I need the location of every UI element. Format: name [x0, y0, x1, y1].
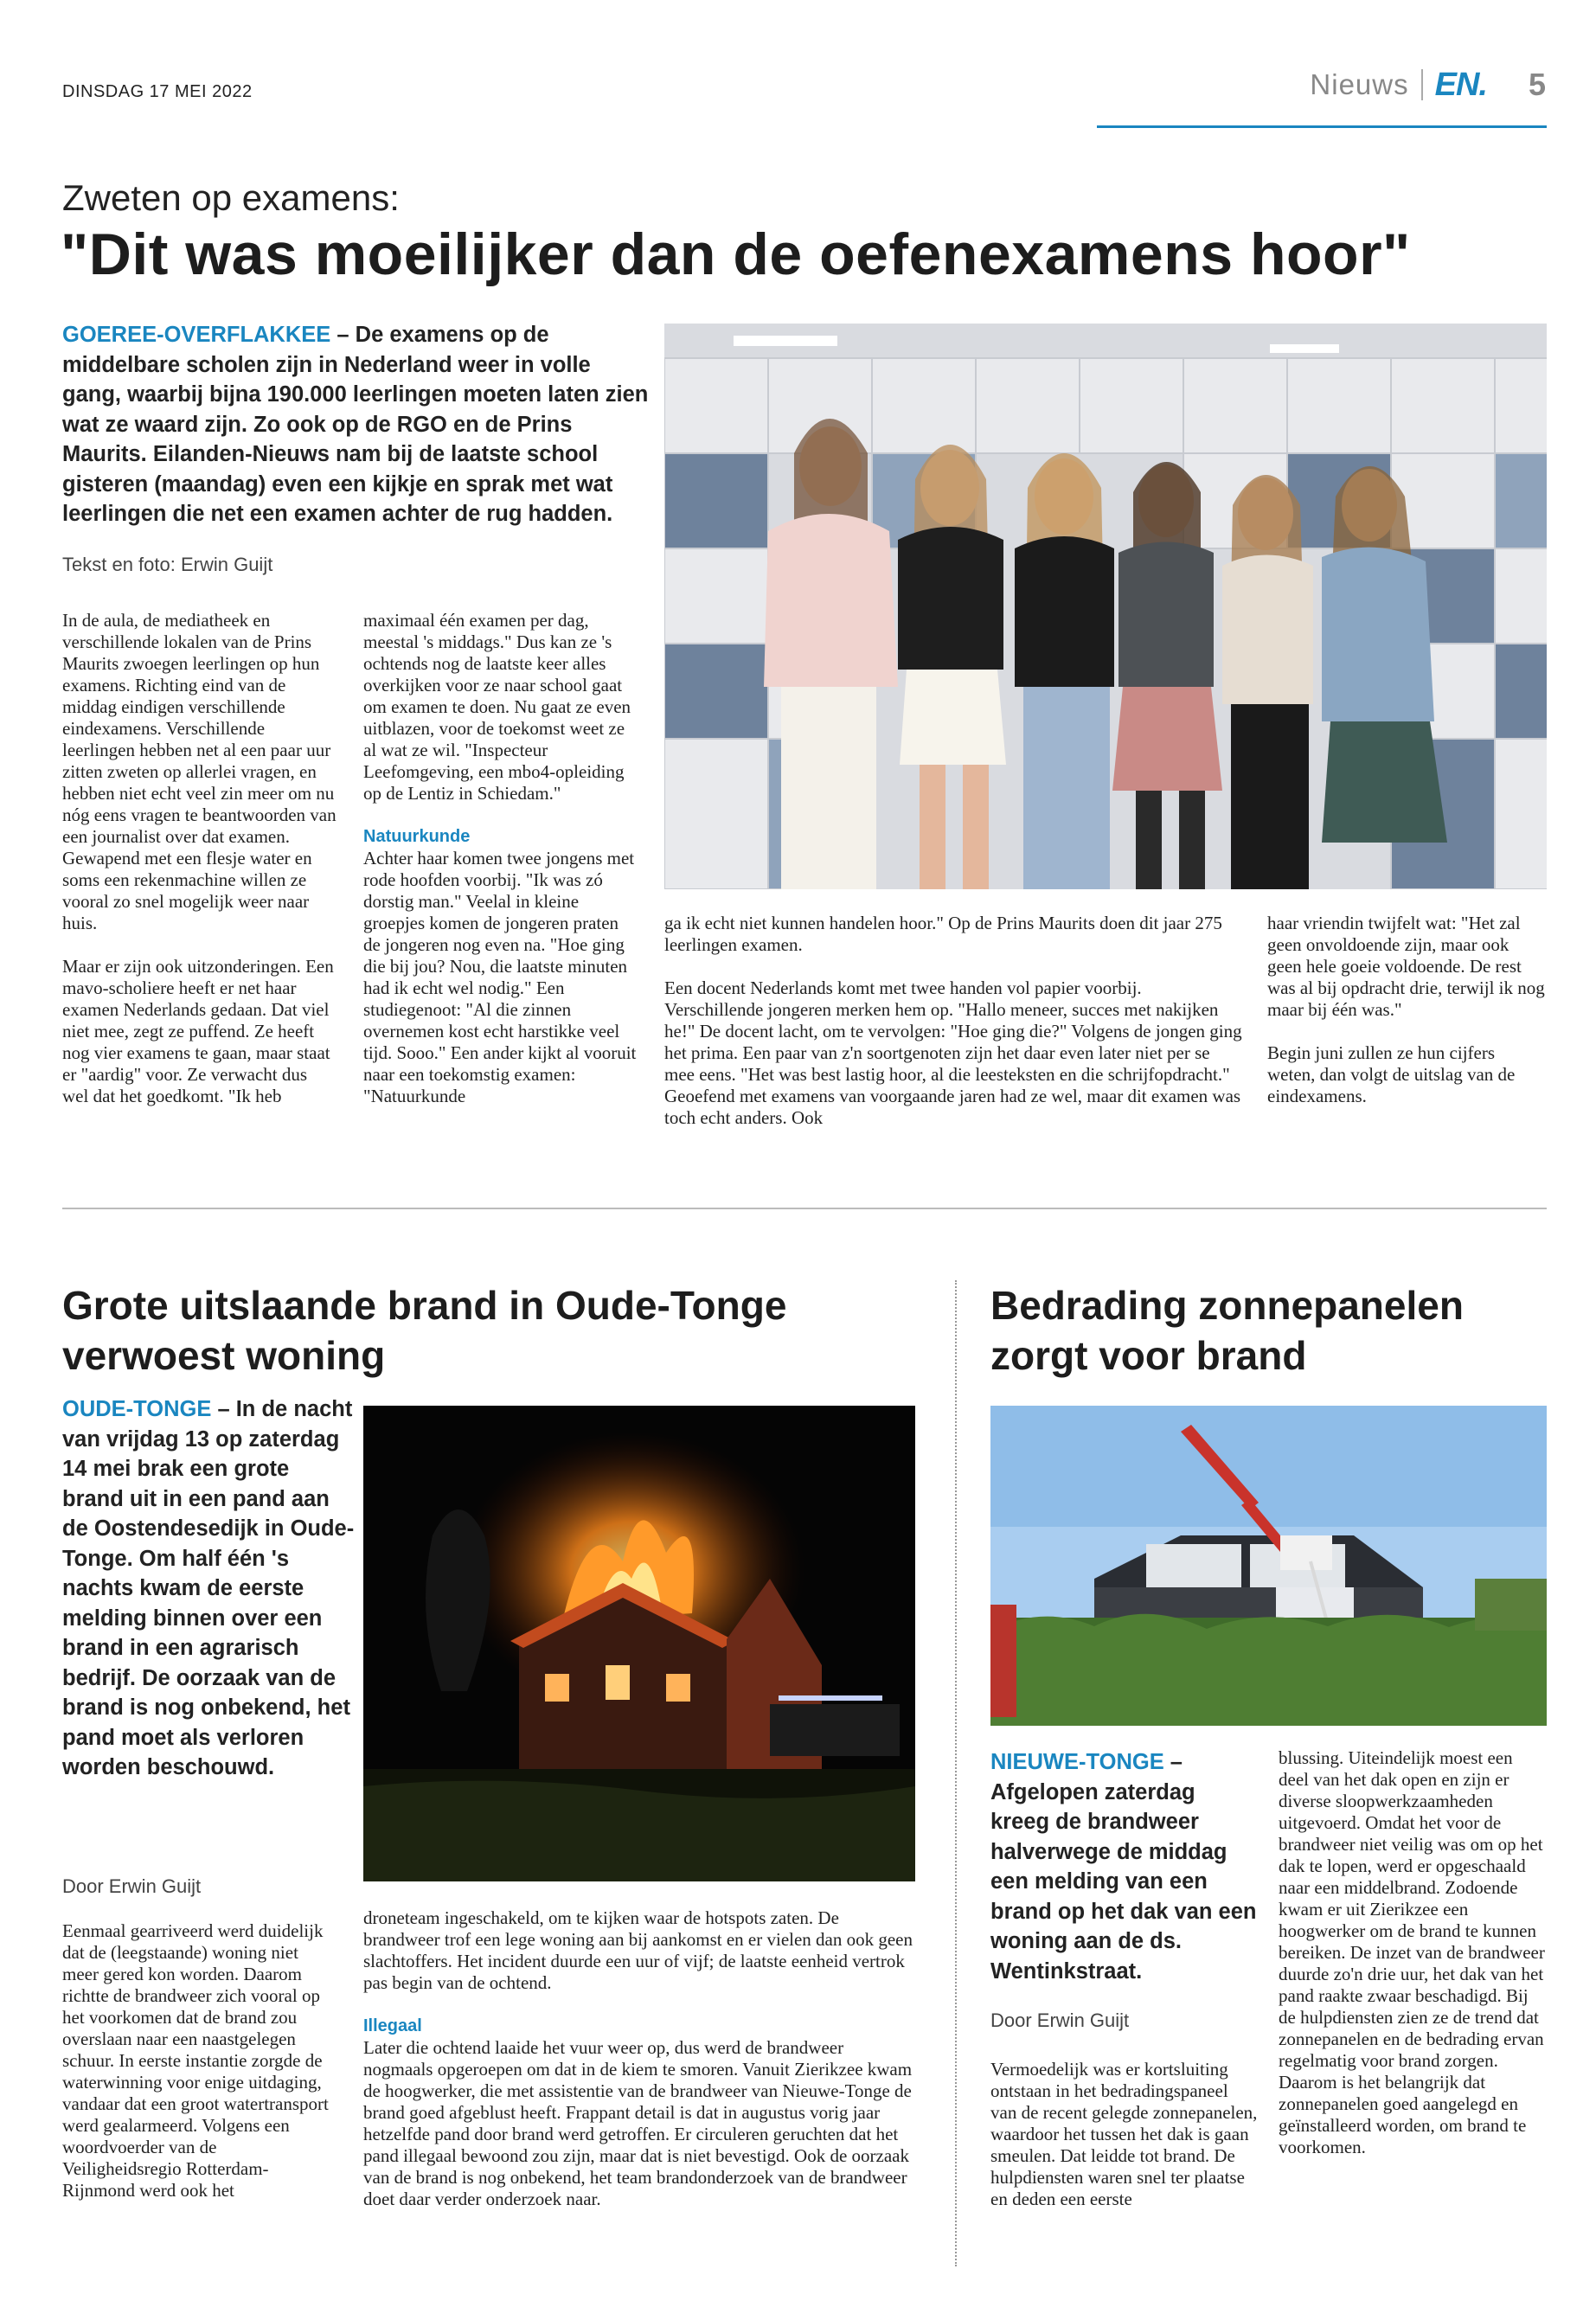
article2-place: OUDE-TONGE [62, 1397, 212, 1421]
article3-lead-text: – Afgelopen zaterdag kreeg de brandweer halverwege de middag een melding van een brand op het dak van een woning aan de ds. Wentinkstraat. [990, 1750, 1257, 1984]
column-divider [955, 1280, 957, 2266]
article1-column-2 [363, 610, 640, 1129]
subheading: Illegaal [363, 2016, 422, 2035]
article1-place: GOEREE-OVERFLAKKEE [62, 323, 331, 347]
paragraph: haar vriendin twijfelt wat: "Het zal geen onvoldoende zijn, maar ook geen hele goeie voldoende. De rest was al bij opdracht drie, terwijl ik nog maar bij één was." [1267, 913, 1545, 1020]
students-photo-icon [664, 324, 1547, 889]
section-label: Nieuws [1310, 68, 1409, 100]
article2-headline: Grote uitslaande brand in Oude-Tonge verwoest woning [62, 1283, 787, 1378]
article1-kicker: Zweten op examens: [62, 177, 400, 218]
paragraph: Een docent Nederlands komt met twee handen vol papier voorbij. Verschillende jongeren merken hem op. "Hallo meneer, succes met nakijken he!" De docent lacht, om te vervolgen: "Hoe ging die?" Volgens de jongen ging het prima. Een paar van z'n soortgenoten zijn het daar even later niet per se mee eens. "Het was best lastig hoor, al die leesteksten en die schrijfopdracht." Geoefend met examens van voorgaande jaren had ze wel, maar dit examen was toch echt anders. Ook [664, 977, 1242, 1128]
article1-byline: Tekst en foto: Erwin Guijt [62, 554, 273, 575]
article3-byline: Door Erwin Guijt [990, 2009, 1130, 2031]
house-fire-photo [363, 1406, 915, 1881]
en-logo: EN. [1434, 66, 1487, 103]
article1-column-3 [664, 913, 1244, 1150]
paragraph: Eenmaal gearriveerd werd duidelijk dat de (leegstaande) woning niet meer gered kon worden. Daarom richtte de brandweer zich vooral op het voorkomen dat de brand zou overslaan naar een naastgelegen schuur. In eerste instantie zorgde de waterwinning voor enige uitdaging, vandaar dat een groot watertransport werd gealarmeerd. Volgens een woordvoerder van de Veiligheidsregio Rotterdam-Rijnmond werd ook het [62, 1920, 329, 2201]
paragraph: ga ik echt niet kunnen handelen hoor." Op de Prins Maurits doen dit jaar 275 leerlingen examen. [664, 913, 1222, 955]
paragraph: droneteam ingeschakeld, om te kijken waar de hotspots zaten. De brandweer trof een lege woning aan bij aankomst en er vielen dan ook geen slachtoffers. Het incident duurde een uur of vijf; de laatste eenheid vertrok pas begin van de ochtend. [363, 1907, 913, 1993]
article3-headline: Bedrading zonnepanelen zorgt voor brand [990, 1283, 1464, 1378]
roof-crane-photo [990, 1406, 1547, 1726]
article3-column-2 [1279, 1747, 1547, 2180]
article1-lead [62, 320, 651, 529]
page-number: 5 [1528, 67, 1546, 102]
header-rule [1097, 125, 1547, 128]
article3-lead [990, 1747, 1259, 1986]
paragraph: Vermoedelijk was er kortsluiting ontstaan in het bedradingspaneel van de recent gelegde zonnepanelen, waardoor het tussen het dak is gaan smeulen. Dat leidde tot brand. De hulpdiensten waren snel ter plaatse en deden een eerste [990, 2059, 1258, 2209]
article3-place: NIEUWE-TONGE [990, 1750, 1164, 1774]
article1-headline: "Dit was moeilijker dan de oefenexamens hoor" [61, 221, 1411, 287]
paragraph: maximaal één examen per dag, meestal 's middags." Dus kan ze 's ochtends nog de laatste keer alles overkijken voor ze naar school gaat om examen te doen. Nu gaat ze even uitblazen, voor de toekomst weet ze al wat ze wil. "Inspecteur Leefomgeving, een mbo4-opleiding op de Lentiz in Schiedam." [363, 610, 631, 804]
paragraph: Later die ochtend laaide het vuur weer op, dus werd de brandweer nogmaals opgeroepen om dat in de kiem te smoren. Vanuit Zierikzee kwam de hoogwerker, die met assistentie van de brandweer van Nieuwe-Tonge de brand goed afgeblust heeft. Frappant detail is dat in augustus vorig jaar hetzelfde pand door brand werd getroffen. Er circuleren geruchten dat het pand illegaal bewoond zou zijn, maar dat is niet bevestigd. Ook de oorzaak van de brand is nog onbekend, het team brandonderzoek van de brandweer doet daar verder onderzoek naar. [363, 2037, 913, 2209]
article3-column-1 [990, 2059, 1259, 2232]
article2-column-1 [62, 1920, 339, 2223]
article2-lead-text: – In de nacht van vrijdag 13 op zaterdag 14 mei brak een grote brand uit in een pand aan de Oostendesedijk in Oude-Tonge. Om half één 's nachts kwam de eerste melding binnen over een brand in een agrarisch bedrijf. De oorzaak van de brand is nog onbekend, het pand moet als verloren worden beschouwd. [62, 1397, 355, 1779]
article2-byline: Door Erwin Guijt [62, 1875, 202, 1897]
article2-lead [62, 1394, 356, 1783]
article1-column-1 [62, 610, 337, 1129]
subheading: Natuurkunde [363, 827, 471, 846]
article-divider [62, 1208, 1547, 1209]
article1-column-4 [1267, 913, 1546, 1129]
paragraph: Begin juni zullen ze hun cijfers weten, dan volgt de uitslag van de eindexamens. [1267, 1042, 1516, 1106]
article2-column-2 [363, 1907, 915, 2232]
page-header [1310, 66, 1546, 104]
paragraph: Maar er zijn ook uitzonderingen. Een mavo-scholiere heeft er net haar examen Nederlands gedaan. Dat viel niet mee, zegt ze puffend. Ze heeft nog vier examens te gaan, maar staat er "aardig" voor. Ze verwacht dus wel dat het goedkomt. "Ik heb [62, 956, 334, 1106]
paragraph: Achter haar komen twee jongens met rode hoofden voorbij. "Ik was zó dorstig man." Veelal in kleine groepjes komen de jongeren praten de jongeren nog even na. "Hoe ging die bij jou? Nou, die laatste minuten had ik echt wel nodig." Een studiegenoot: "Al die zinnen overnemen kost echt harstikke veel tijd. Sooo." Een ander kijkt al vooruit naar een toekomstig examen: "Natuurkunde [363, 848, 637, 1106]
issue-date: DINSDAG 17 MEI 2022 [62, 82, 253, 101]
students-photo [664, 324, 1547, 889]
house-fire-photo-icon [363, 1406, 915, 1881]
header-separator [1421, 69, 1423, 100]
paragraph: In de aula, de mediatheek en verschillende lokalen van de Prins Maurits zwoegen leerlingen op hun examens. Richting eind van de middag eindigen verschillende eindexamens. Verschillende leerlingen hebben net al een paar uur zitten zweten op allerlei vragen, en hebben niet echt veel zin meer om nu nóg eens vragen te beantwoorden van een journalist over dat examen. Gewapend met een flesje water en soms een rekenmachine willen ze vooral zo snel mogelijk weer naar huis. [62, 610, 337, 933]
article1-lead-text: – De examens op de middelbare scholen zijn in Nederland weer in volle gang, waarbij bijna 190.000 leerlingen moeten laten zien wat ze waard zijn. Zo ook op de RGO en de Prins Maurits. Eilanden-Nieuws nam bij de laatste school gisteren (maandag) even een kijkje en sprak met wat leerlingen die net een examen achter de rug hadden. [62, 323, 649, 526]
roof-crane-photo-icon [990, 1406, 1547, 1726]
paragraph: blussing. Uiteindelijk moest een deel van het dak open en zijn er diverse sloopwerkzaamheden uitgevoerd. Omdat het voor de brandweer niet veilig was om op het dak te lopen, werd er opgeschaald naar een middelbrand. Zodoende kwam er uit Zierikzee een hoogwerker om de brand te kunnen bereiken. De inzet van de brandweer duurde zo'n drie uur, het dak van het pand raakte zwaar beschadigd. Bij de hulpdiensten zien ze de trend dat zonnepanelen en de bedrading ervan regelmatig voor brand zorgen. Daarom is het belangrijk dat zonnepanelen goed aangelegd en geïnstalleerd worden, om brand te voorkomen. [1279, 1747, 1545, 2157]
